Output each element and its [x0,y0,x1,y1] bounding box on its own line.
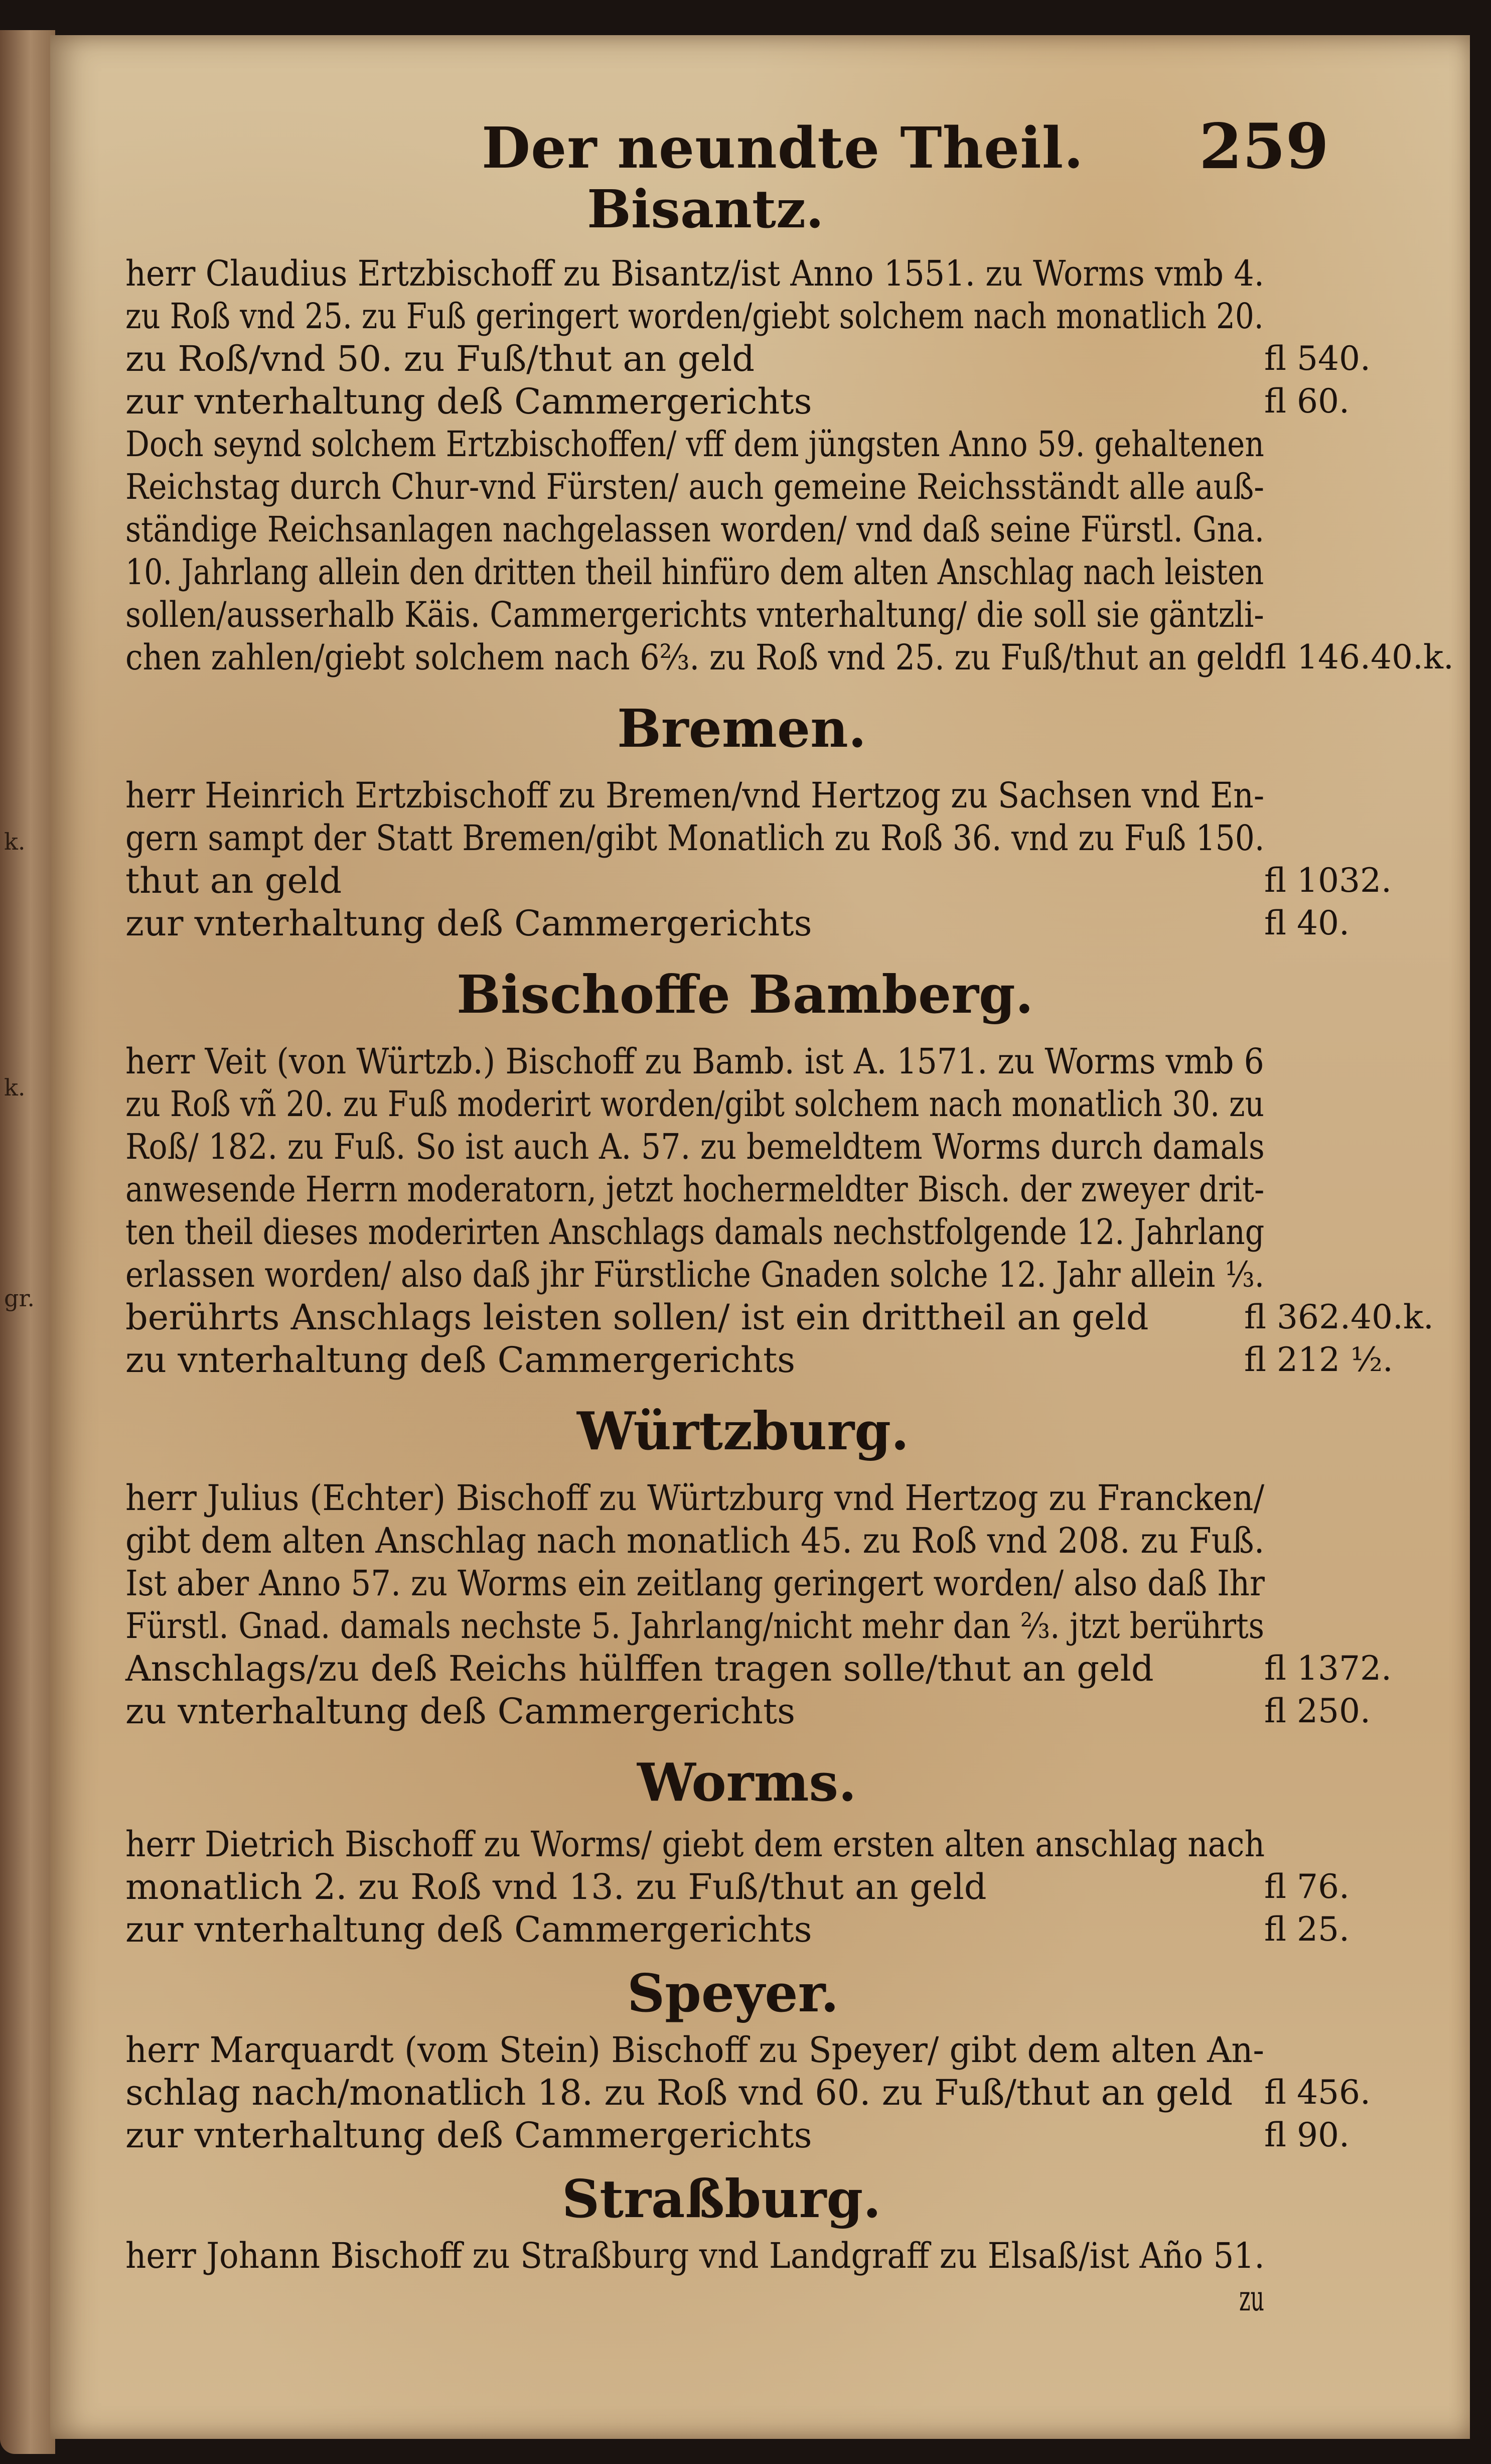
text-line: 10. Jahrlang allein den dritten theil hinfüro dem alten Anschlag nach leisten [125,552,1264,593]
amount: fl 76. [1264,1867,1350,1906]
amount: fl 1372. [1264,1649,1392,1688]
section-title: Bisantz. [587,178,824,240]
text-line: zur vnterhaltung deß Cammergerichts [125,1909,812,1950]
text-line: gern sampt der Statt Bremen/gibt Monatlich zu Roß 36. vnd zu Fuß 150. [125,817,1265,859]
amount: fl 25. [1264,1910,1350,1949]
section-title: Straßburg. [562,2168,881,2230]
amount: fl 250. [1264,1692,1371,1730]
text-line: zur vnterhaltung deß Cammergerichts [125,381,812,422]
text-line: herr Dietrich Bischoff zu Worms/ giebt dem ersten alten anschlag nach [125,1824,1265,1865]
text-line: monatlich 2. zu Roß vnd 13. zu Fuß/thut an geld [125,1866,987,1907]
amount: fl 90. [1264,2116,1350,2154]
amount: fl 540. [1264,339,1371,378]
page-number: 259 [1199,110,1329,183]
text-line: erlassen worden/ also daß jhr Fürstliche Gnaden solche 12. Jahr allein ⅓. [125,1254,1265,1295]
amount: fl 1032. [1264,861,1392,900]
text-line: zur vnterhaltung deß Cammergerichts [125,2115,812,2156]
text-line: herr Johann Bischoff zu Straßburg vnd Landgraff zu Elsaß/ist Año 51. [125,2235,1265,2276]
left-page-edge [0,30,55,2454]
left-margin-glyph: k. [4,828,26,855]
left-margin-glyph: gr. [4,1285,35,1312]
text-line: herr Marquardt (vom Stein) Bischoff zu Speyer/ gibt dem alten An- [125,2029,1264,2071]
text-line: Doch seynd solchem Ertzbischoffen/ vff dem jüngsten Anno 59. gehaltenen [125,424,1264,465]
amount: fl 362.40.k. [1244,1298,1434,1336]
text-line: chen zahlen/giebt solchem nach 6⅔. zu Roß vnd 25. zu Fuß/thut an geld [125,637,1265,678]
text-line: herr Heinrich Ertzbischoff zu Bremen/vnd Hertzog zu Sachsen vnd En- [125,775,1265,816]
text-line: Fürstl. Gnad. damals nechste 5. Jahrlang/nicht mehr dan ⅔. jtzt berührts [125,1605,1265,1647]
text-line: Roß/ 182. zu Fuß. So ist auch A. 57. zu bemeldtem Worms durch damals [125,1126,1265,1167]
text-line: thut an geld [125,860,342,901]
text-line: anwesende Herrn moderatorn, jetzt hochermeldter Bisch. der zweyer drit- [125,1169,1265,1210]
text-line: zu vnterhaltung deß Cammergerichts [125,1339,796,1381]
amount: fl 456. [1264,2073,1371,2112]
page-text [125,35,1470,2439]
amount: fl 146.40.k. [1264,638,1454,676]
section-title: Würtzburg. [577,1400,910,1462]
text-line: berührts Anschlags leisten sollen/ ist ein drittheil an geld [125,1297,1149,1338]
text-line: ten theil dieses moderirten Anschlags damals nechstfolgende 12. Jahrlang [125,1211,1265,1253]
catchword: zu [1239,2278,1265,2319]
text-line: gibt dem alten Anschlag nach monatlich 45. zu Roß vnd 208. zu Fuß. [125,1520,1265,1561]
section-title: Bischoffe Bamberg. [457,964,1033,1025]
text-line: zur vnterhaltung deß Cammergerichts [125,903,812,944]
text-line: Reichstag durch Chur-vnd Fürsten/ auch gemeine Reichsständt alle auß- [125,466,1264,507]
left-margin-glyph: k. [4,1074,26,1101]
amount: fl 40. [1264,904,1350,942]
book-page [50,35,1470,2439]
text-line: herr Claudius Ertzbischoff zu Bisantz/ist Anno 1551. zu Worms vmb 4. [125,253,1264,294]
text-line: Anschlags/zu deß Reichs hülffen tragen solle/thut an geld [125,1648,1154,1689]
text-line: zu Roß vñ 20. zu Fuß moderirt worden/gibt solchem nach monatlich 30. zu [125,1083,1264,1125]
text-line: herr Julius (Echter) Bischoff zu Würtzburg vnd Hertzog zu Francken/ [125,1477,1265,1519]
section-title: Bremen. [617,698,866,759]
amount: fl 60. [1264,382,1350,421]
text-line: zu vnterhaltung deß Cammergerichts [125,1691,796,1732]
text-line: zu Roß/vnd 50. zu Fuß/thut an geld [125,338,755,379]
text-line: Ist aber Anno 57. zu Worms ein zeitlang geringert worden/ also daß Ihr [125,1563,1265,1604]
section-title: Worms. [637,1751,857,1813]
text-line: zu Roß vnd 25. zu Fuß geringert worden/giebt solchem nach monatlich 20. [125,296,1264,337]
running-title: Der neundte Theil. [482,115,1084,181]
text-line: ständige Reichsanlagen nachgelassen worden/ vnd daß seine Fürstl. Gna. [125,509,1265,550]
section-title: Speyer. [627,1962,839,2024]
text-line: schlag nach/monatlich 18. zu Roß vnd 60. zu Fuß/thut an geld [125,2072,1233,2113]
text-line: herr Veit (von Würtzb.) Bischoff zu Bamb. ist A. 1571. zu Worms vmb 6 [125,1041,1264,1082]
text-line: sollen/ausserhalb Käis. Cammergerichts vnterhaltung/ die soll sie gäntzli- [125,594,1264,635]
amount: fl 212 ½. [1244,1340,1393,1379]
